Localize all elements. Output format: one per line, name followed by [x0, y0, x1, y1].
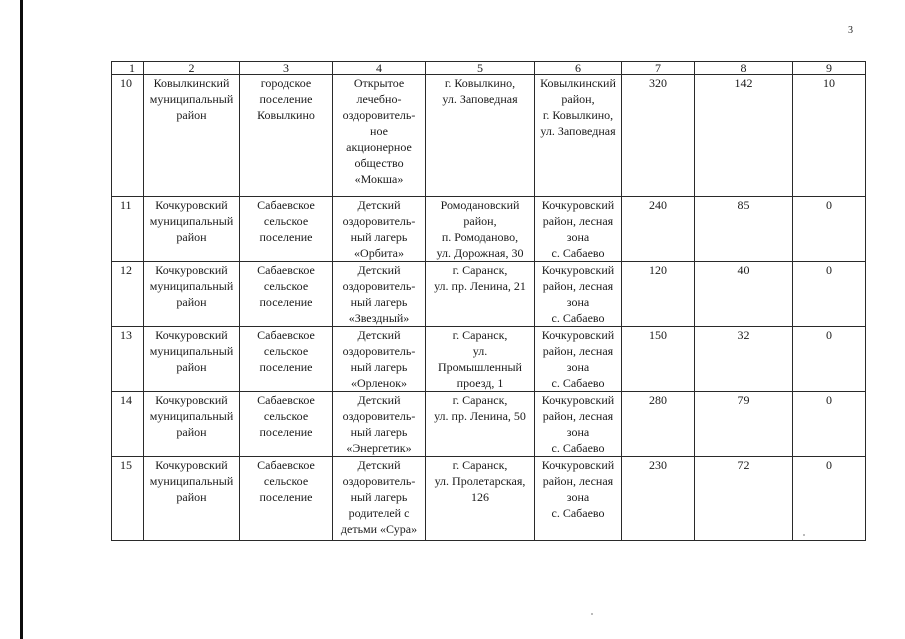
header-cell: 6 [535, 62, 622, 75]
value-cell-7: 280 [622, 392, 695, 457]
row-number-cell: 15 [112, 457, 144, 541]
organization-cell: Детский оздоровитель- ный лагерь «Звездный» [333, 262, 426, 327]
value-cell-9: 0 [793, 197, 866, 262]
header-cell: 2 [144, 62, 240, 75]
settlement-cell: Сабаевское сельское поселение [240, 457, 333, 541]
address-cell: г. Саранск, ул. Промышленный проезд, 1 [426, 327, 535, 392]
row-number-cell: 12 [112, 262, 144, 327]
address-cell: г. Саранск, ул. пр. Ленина, 21 [426, 262, 535, 327]
value-cell-8: 79 [695, 392, 793, 457]
table-row [112, 262, 866, 327]
scan-speck [803, 534, 805, 536]
value-cell-9: 0 [793, 327, 866, 392]
header-cell: 9 [793, 62, 866, 75]
address-cell: г. Саранск, ул. Пролетарская, 126 [426, 457, 535, 541]
row-number-cell: 14 [112, 392, 144, 457]
location-cell: Кочкуровский район, лесная зона с. Сабаево [535, 457, 622, 541]
location-cell: Кочкуровский район, лесная зона с. Сабаево [535, 197, 622, 262]
row-number-cell: 10 [112, 75, 144, 197]
row-number-cell: 13 [112, 327, 144, 392]
address-cell: г. Ковылкино, ул. Заповедная [426, 75, 535, 197]
header-cell: 1 [112, 62, 144, 75]
table-row [112, 327, 866, 392]
organization-cell: Открытое лечебно- оздоровитель- ное акционерное общество «Мокша» [333, 75, 426, 197]
value-cell-9: 0 [793, 262, 866, 327]
value-cell-7: 320 [622, 75, 695, 197]
settlement-cell: Сабаевское сельское поселение [240, 262, 333, 327]
scan-speck [591, 613, 593, 615]
table-header-row [112, 62, 866, 75]
organization-cell: Детский оздоровитель- ный лагерь родителей с детьми «Сура» [333, 457, 426, 541]
header-cell: 4 [333, 62, 426, 75]
value-cell-9: 0 [793, 392, 866, 457]
address-cell: г. Саранск, ул. пр. Ленина, 50 [426, 392, 535, 457]
header-cell: 5 [426, 62, 535, 75]
camps-table [111, 61, 866, 541]
page-number: 3 [848, 25, 853, 36]
district-cell: Кочкуровский муниципальный район [144, 262, 240, 327]
value-cell-8: 85 [695, 197, 793, 262]
district-cell: Кочкуровский муниципальный район [144, 327, 240, 392]
value-cell-9: 10 [793, 75, 866, 197]
table-row [112, 457, 866, 541]
table-row [112, 392, 866, 457]
location-cell: Кочкуровский район, лесная зона с. Сабаево [535, 392, 622, 457]
organization-cell: Детский оздоровитель- ный лагерь «Орленок» [333, 327, 426, 392]
district-cell: Ковылкинский муниципальный район [144, 75, 240, 197]
settlement-cell: Сабаевское сельское поселение [240, 327, 333, 392]
header-cell: 7 [622, 62, 695, 75]
value-cell-7: 230 [622, 457, 695, 541]
value-cell-8: 40 [695, 262, 793, 327]
header-cell: 8 [695, 62, 793, 75]
settlement-cell: Сабаевское сельское поселение [240, 392, 333, 457]
value-cell-7: 120 [622, 262, 695, 327]
table-row [112, 197, 866, 262]
district-cell: Кочкуровский муниципальный район [144, 457, 240, 541]
value-cell-7: 240 [622, 197, 695, 262]
value-cell-8: 142 [695, 75, 793, 197]
location-cell: Ковылкинский район, г. Ковылкино, ул. Заповедная [535, 75, 622, 197]
settlement-cell: Сабаевское сельское поселение [240, 197, 333, 262]
table-row [112, 75, 866, 197]
value-cell-9: 0 [793, 457, 866, 541]
location-cell: Кочкуровский район, лесная зона с. Сабаево [535, 262, 622, 327]
district-cell: Кочкуровский муниципальный район [144, 197, 240, 262]
row-number-cell: 11 [112, 197, 144, 262]
organization-cell: Детский оздоровитель- ный лагерь «Энергетик» [333, 392, 426, 457]
settlement-cell: городское поселение Ковылкино [240, 75, 333, 197]
district-cell: Кочкуровский муниципальный район [144, 392, 240, 457]
value-cell-7: 150 [622, 327, 695, 392]
scan-margin-bar [20, 0, 23, 639]
address-cell: Ромодановский район, п. Ромоданово, ул. Дорожная, 30 [426, 197, 535, 262]
header-cell: 3 [240, 62, 333, 75]
location-cell: Кочкуровский район, лесная зона с. Сабаево [535, 327, 622, 392]
organization-cell: Детский оздоровитель- ный лагерь «Орбита» [333, 197, 426, 262]
value-cell-8: 72 [695, 457, 793, 541]
value-cell-8: 32 [695, 327, 793, 392]
